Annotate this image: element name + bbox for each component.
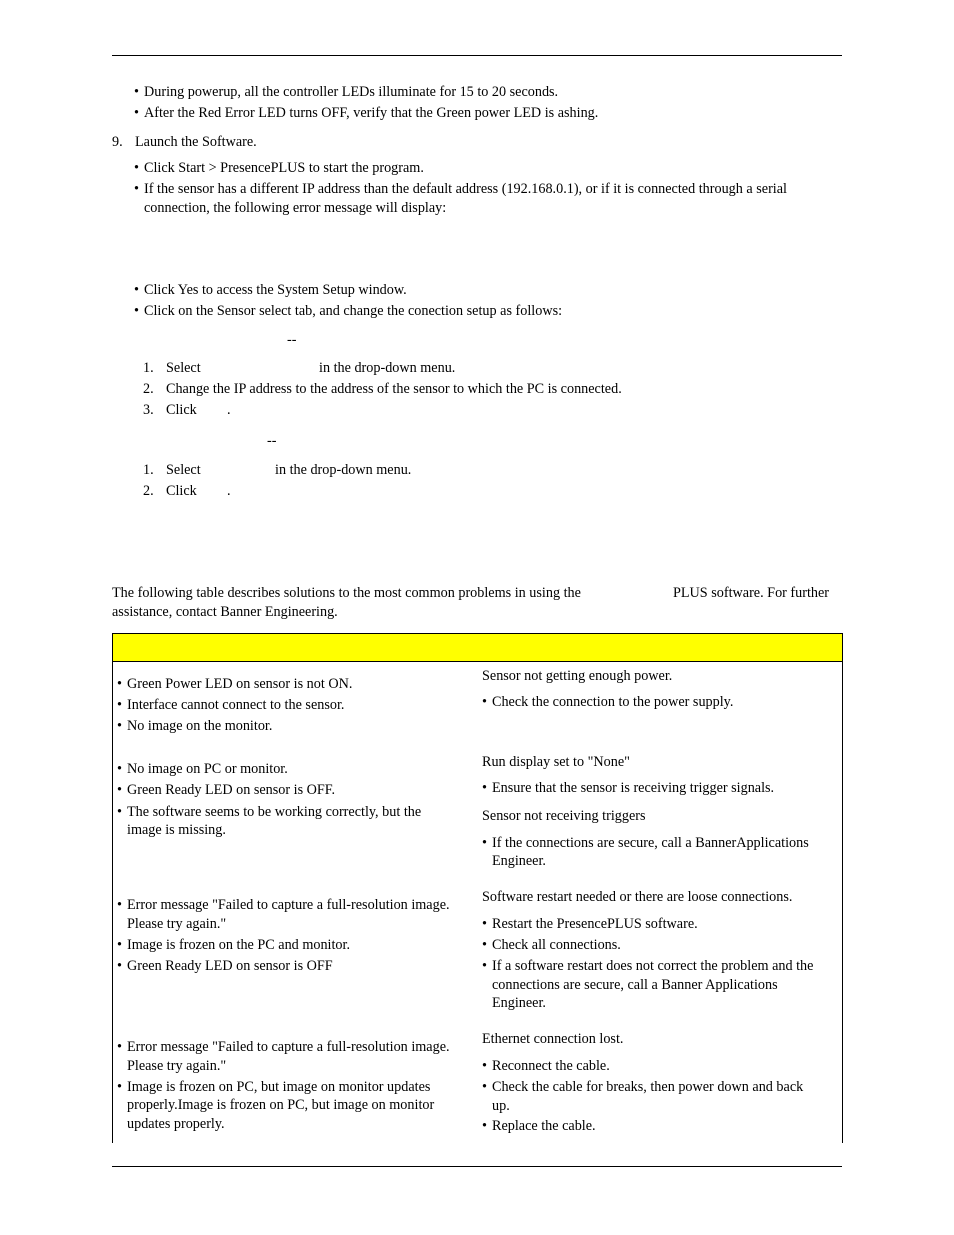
bullet-click-start — [144, 159, 424, 177]
cause: Sensor not receiving triggers — [482, 808, 646, 824]
symptom: • Image is frozen on PC, but image on monitor updates — [127, 1078, 430, 1096]
bullet-sensor-select — [144, 302, 562, 320]
solution: • Check the cable for breaks, then power down and back — [492, 1078, 803, 1096]
serial-marker: -- — [267, 433, 277, 449]
bullet-text: During powerup, all the controller LEDs illuminate for 15 to 20 seconds. — [144, 84, 559, 100]
solution: • Check all connections. — [492, 936, 621, 954]
bullet-powerup-leds — [144, 83, 558, 101]
symptom: • The software seems to be working correctly, but the — [127, 803, 421, 821]
step-text: Launch the Software. — [135, 134, 257, 150]
symptom-cont: image is missing. — [127, 822, 226, 838]
solution: • Reconnect the cable. — [492, 1057, 610, 1075]
serial-step-text: Select — [166, 462, 201, 478]
bullet-ip-address-cont: connection, the following error message will display: — [144, 200, 447, 216]
symptom-cont: Please try again." — [127, 916, 227, 932]
symptom: • No image on the monitor. — [127, 717, 272, 735]
cause: Software restart needed or there are loose connections. — [482, 889, 793, 905]
bullet-text: Click Yes to access the System Setup window. — [144, 282, 407, 298]
symptom: • Error message "Failed to capture a full-resolution image. — [127, 896, 450, 914]
intro-line-1: The following table describes solutions to the most common problems in using the — [112, 585, 581, 601]
troubleshooting-table — [112, 633, 843, 1143]
symptom: • Error message "Failed to capture a full-resolution image. — [127, 1038, 450, 1056]
bullet-ip-address — [144, 180, 787, 198]
cause: Sensor not getting enough power. — [482, 668, 673, 684]
symptom: • Image is frozen on the PC and monitor. — [127, 936, 350, 954]
intro-line-2: assistance, contact Banner Engineering. — [112, 604, 338, 620]
cause: Ethernet connection lost. — [482, 1031, 624, 1047]
symptom: • Green Ready LED on sensor is OFF. — [127, 781, 335, 799]
eth-step-text-after: . — [227, 402, 231, 418]
symptom: • Interface cannot connect to the sensor. — [127, 696, 344, 714]
eth-step-number: 2. — [143, 381, 154, 397]
solution-cont: Engineer. — [492, 853, 546, 869]
eth-step-number: 1. — [143, 360, 154, 376]
serial-step-text-after: in the drop-down menu. — [275, 462, 412, 478]
solution: • Ensure that the sensor is receiving trigger signals. — [492, 779, 774, 797]
bullet-green-led — [144, 104, 598, 122]
step-number: 9. — [112, 134, 123, 150]
bullet-click-yes — [144, 281, 407, 299]
eth-step-text: Change the IP address to the address of the sensor to which the PC is connected. — [166, 381, 622, 397]
header-rule — [112, 55, 842, 56]
symptom: • Green Ready LED on sensor is OFF — [127, 957, 333, 975]
bullet-text: After the Red Error LED turns OFF, verify that the Green power LED is ashing. — [144, 105, 599, 121]
serial-step-text: Click — [166, 483, 197, 499]
solution: • Check the connection to the power supply. — [492, 693, 733, 711]
serial-step-number: 2. — [143, 483, 154, 499]
symptom: • No image on PC or monitor. — [127, 760, 288, 778]
symptom-cont: properly.Image is frozen on PC, but image on monitor — [127, 1097, 435, 1113]
intro-line-1-end: PLUS software. For further — [673, 585, 830, 601]
eth-step-text: Select — [166, 360, 201, 376]
symptom-cont: Please try again." — [127, 1058, 227, 1074]
eth-step-text-after: in the drop-down menu. — [319, 360, 456, 376]
cause: Run display set to "None" — [482, 754, 630, 770]
symptom: • Green Power LED on sensor is not ON. — [127, 675, 352, 693]
serial-step-number: 1. — [143, 462, 154, 478]
solution: • If the connections are secure, call a BannerApplications — [492, 834, 809, 852]
solution: • If a software restart does not correct the problem and the — [492, 957, 813, 975]
eth-step-text: Click — [166, 402, 197, 418]
solution-cont: up. — [492, 1098, 510, 1114]
bullet-text: Click Start > PresencePLUS to start the program. — [144, 160, 424, 176]
bullet-text: Click on the Sensor select tab, and change the conection setup as follows: — [144, 303, 563, 319]
bullet-text: If the sensor has a different IP address than the default address (192.168.0.1), or if it is connected through a serial — [144, 181, 787, 197]
solution: • Replace the cable. — [492, 1117, 596, 1135]
ethernet-marker: -- — [287, 332, 297, 348]
table-header-bar — [113, 633, 842, 662]
eth-step-number: 3. — [143, 402, 154, 418]
symptom-cont: updates properly. — [127, 1116, 225, 1132]
serial-step-text-after: . — [227, 483, 231, 499]
solution-cont: connections are secure, call a Banner Applications — [492, 977, 778, 993]
solution: • Restart the PresencePLUS software. — [492, 915, 698, 933]
footer-rule — [112, 1166, 842, 1167]
solution-cont: Engineer. — [492, 995, 546, 1011]
